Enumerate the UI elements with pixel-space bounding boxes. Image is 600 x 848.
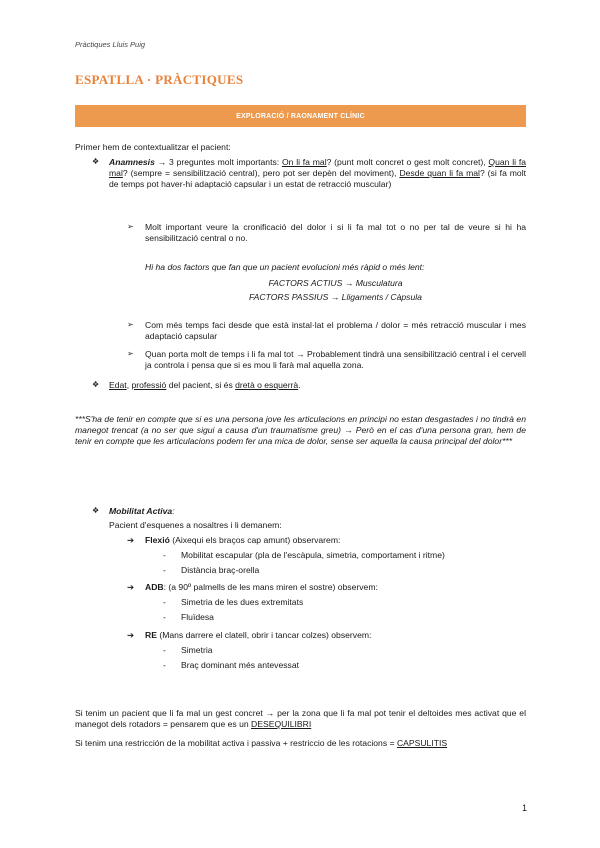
dash-icon: - (163, 612, 166, 622)
chronification-paragraph: Molt important veure la cronificació del dolor i si li fa mal tot o no per tal de veure si hi ha sensibilització central o no. (145, 222, 526, 243)
flexio-label: Flexió (145, 535, 170, 545)
anamnesis-text-3: ? (sempre = sensibilització central), pero pot ser depèn del moviment), (122, 168, 400, 178)
mobility-heading-label: Mobilitat Activa (109, 506, 173, 516)
anamnesis-text-1: → 3 preguntes molt importants: (154, 157, 282, 167)
factors-active: FACTORS ACTIUS → Musculatura (268, 278, 403, 288)
flexio-text: (Aixequi els braços cap amunt) observarem: (169, 535, 341, 545)
adb-text: : (a 90º palmells de les mans miren el sostre) observem: (163, 582, 378, 592)
page-title: ESPATLLA · PRÀCTIQUES (75, 72, 244, 87)
bold-arrow-icon: ➔ (127, 630, 135, 640)
mobility-heading-colon: : (172, 506, 175, 516)
dash-icon: - (163, 645, 166, 655)
list-item: Braç dominant més antevessat (181, 660, 299, 670)
mobility-heading (109, 506, 175, 517)
professio-label: professió (131, 380, 167, 390)
edat-line (109, 380, 301, 391)
re-text: (Mans darrere el clatell, obrir i tancar colzes) observem: (156, 630, 372, 640)
list-item: Simetria (181, 645, 213, 655)
diamond-bullet-icon: ❖ (92, 380, 100, 389)
adb-line (145, 582, 378, 593)
desequilibri-term: DESEQUILIBRI (251, 719, 312, 729)
arrow-bullet-icon: ➢ (127, 320, 134, 329)
question-since-when: Desde quan li fa mal (399, 168, 480, 178)
question-where: On li fa mal (281, 157, 327, 167)
edat-sep-2: del pacient, si és (166, 380, 236, 390)
question-when: Quan li fa mal (109, 157, 526, 178)
bold-arrow-icon: ➔ (127, 535, 135, 545)
re-line (145, 630, 371, 641)
flexio-line (145, 535, 340, 546)
desequilibri-paragraph (75, 708, 526, 730)
list-item: Fluïdesa (181, 612, 214, 622)
factors-intro: Hi ha dos factors que fan que un pacient evolucioni més ràpid o més lent: (145, 262, 425, 272)
edat-label: Edat (109, 380, 127, 390)
page-number: 1 (521, 803, 527, 813)
capsulitis-term: CAPSULITIS (396, 738, 448, 748)
intro-text: Primer hem de contextualitzar el pacient: (75, 142, 231, 152)
anamnesis-text-2: ? (punt molt concret o gest molt concret), (326, 157, 489, 167)
central-sensitization-paragraph: Quan porta molt de temps i li fa mal tot → Probablement tindrà una sensibilització central i el cervell ja controla i pensa que si es mou li farà mal aquella zona. (145, 349, 526, 370)
diamond-bullet-icon: ❖ (92, 157, 100, 166)
anamnesis-label: Anamnesis (109, 157, 155, 167)
capsulitis-text: Si tenim una restricción de la mobilitat activa i passiva + restriccio de les rotacions = (75, 738, 397, 748)
arrow-bullet-icon: ➢ (127, 222, 134, 231)
time-retraction-paragraph: Com més temps faci desde que està instal·lat el problema / dolor = més retracció muscular i mes adaptació capsular (145, 320, 526, 341)
anamnesis-text-4: ? (si fa molt de temps pot haver-hi adaptació capsular i un estat de retracció muscular) (109, 168, 527, 189)
desequilibri-text: Si tenim un pacient que li fa mal un gest concret → per la zona que li fa mal pot tenir el deltoides mes activat que el manegot dels rotadors = pensarem que es un (75, 708, 526, 729)
dreta-label: dretà o esquerrà (235, 380, 299, 390)
edat-sep-1: , (126, 380, 132, 390)
mobility-intro: Pacient d'esquenes a nosaltres i li demanem: (109, 520, 282, 530)
dash-icon: - (163, 550, 166, 560)
note-paragraph: ***S'ha de tenir en compte que si es una persona jove les articulacions en principi no estan desgastades i no tindrà en manegot trencat (a no ser que sigui a causa d'un traumatisme greu) → Però en el cas d'una persona gran, hem de tenir en compte que les articulacions podem fer una mica de dolor, sense ser aquella la causa principal del dolor*** (75, 414, 526, 446)
adb-label: ADB (145, 582, 164, 592)
re-label: RE (145, 630, 157, 640)
arrow-bullet-icon: ➢ (127, 349, 134, 358)
capsulitis-paragraph (75, 738, 526, 749)
list-item: Mobilitat escapular (pla de l'escàpula, simetria, comportament i ritme) (181, 550, 445, 560)
edat-sep-3: . (298, 380, 301, 390)
anamnesis-paragraph (109, 157, 526, 190)
factors-passive: FACTORS PASSIUS → Lligaments / Càpsula (249, 292, 422, 302)
dash-icon: - (163, 597, 166, 607)
dash-icon: - (163, 660, 166, 670)
diamond-bullet-icon: ❖ (92, 506, 100, 515)
list-item: Distància braç-orella (181, 565, 260, 575)
dash-icon: - (163, 565, 166, 575)
list-item: Simetria de les dues extremitats (181, 597, 304, 607)
running-header: Pràctiques Lluis Puig (75, 40, 146, 49)
bold-arrow-icon: ➔ (127, 582, 135, 592)
section-banner: EXPLORACIÓ / RAONAMENT CLÍNIC (75, 105, 526, 127)
